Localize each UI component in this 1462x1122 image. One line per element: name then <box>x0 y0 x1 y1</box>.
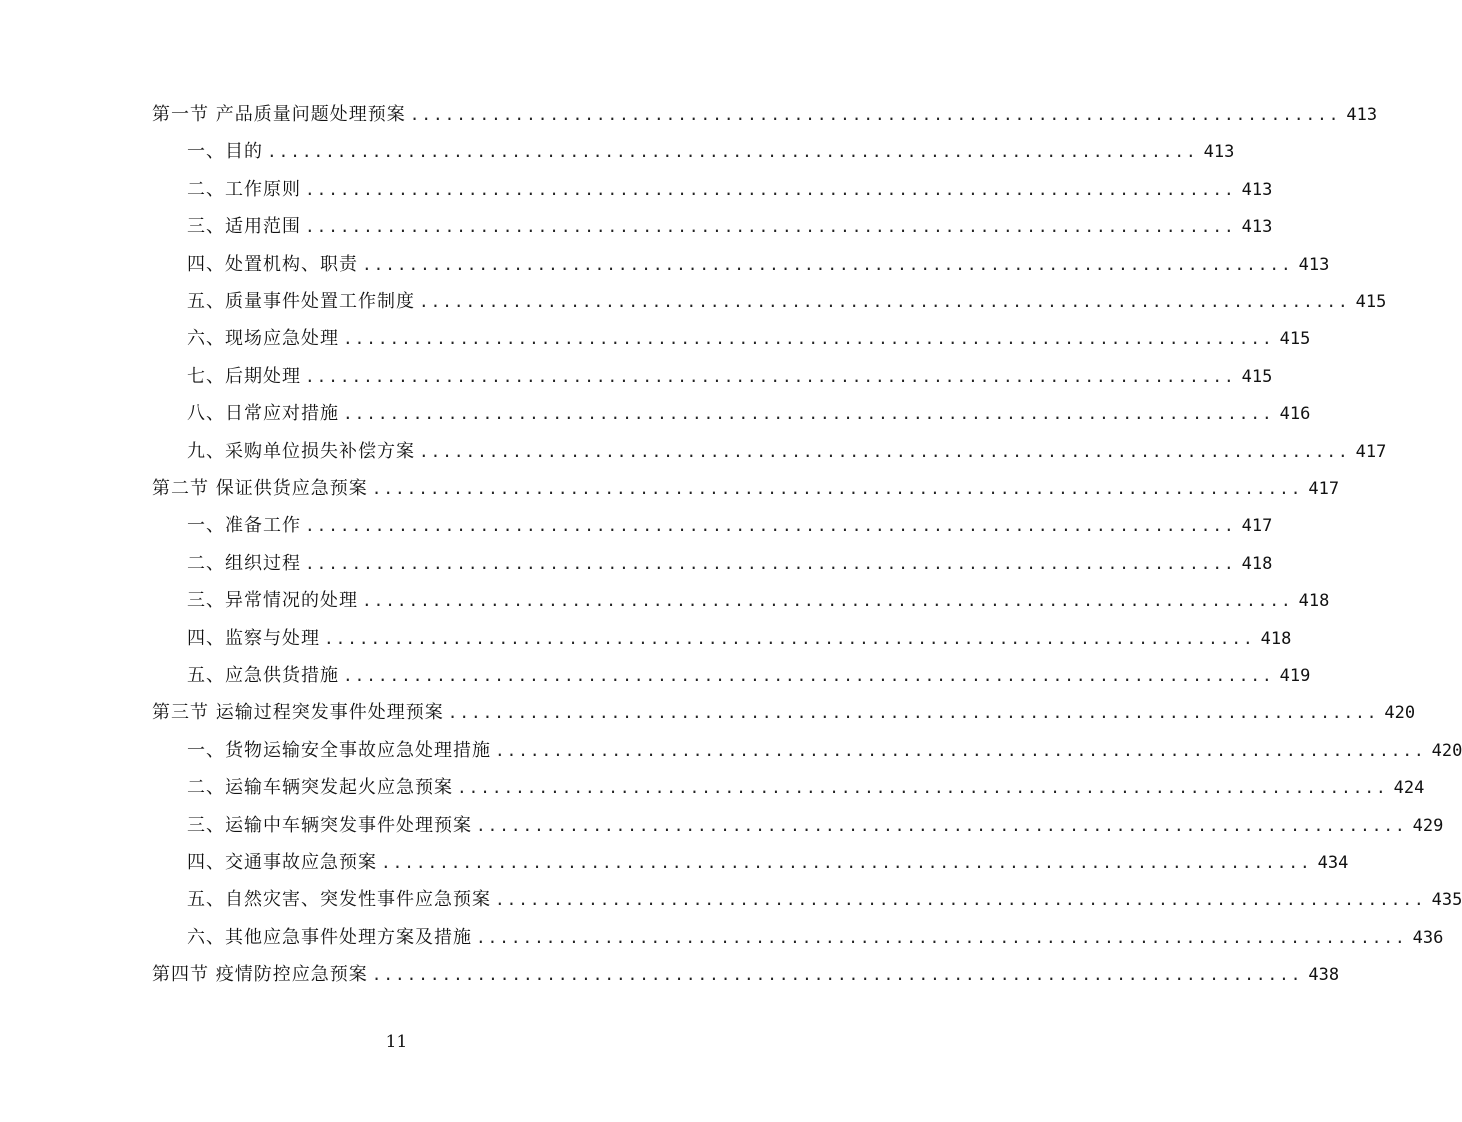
toc-entry-page: 413 <box>1298 254 1330 275</box>
toc-entry-label: 三、异常情况的处理 <box>187 590 358 612</box>
toc-subsection-entry[interactable] <box>187 736 1462 766</box>
toc-entry-page: 415 <box>1279 329 1311 350</box>
toc-entry-label: 三、运输中车辆突发事件处理预案 <box>187 814 472 836</box>
toc-entry-page: 419 <box>1279 666 1311 686</box>
toc-entry-page: 413 <box>1203 142 1235 163</box>
toc-entry-page: 417 <box>1241 516 1273 537</box>
toc-entry-page: 415 <box>1355 292 1387 312</box>
dot-leader: ................................................................................ <box>457 778 1388 798</box>
dot-leader: ................................................................................ <box>305 179 1236 199</box>
dot-leader: ................................................................................ <box>419 292 1350 311</box>
toc-section-entry[interactable] <box>152 474 1340 504</box>
dot-leader: ................................................................................ <box>305 217 1236 237</box>
page-number: 11 <box>385 1032 408 1052</box>
toc-subsection-entry[interactable] <box>187 848 1349 878</box>
dot-leader: ................................................................................ <box>495 740 1426 760</box>
toc-entry-page: 416 <box>1279 404 1311 425</box>
dot-leader: ................................................................................ <box>371 479 1303 498</box>
toc-subsection-entry[interactable] <box>187 549 1273 579</box>
toc-subsection-entry[interactable] <box>187 437 1387 467</box>
toc-entry-label: 五、自然灾害、突发性事件应急预案 <box>187 889 491 911</box>
dot-leader: ................................................................................ <box>362 254 1293 274</box>
dot-leader: ................................................................................ <box>267 142 1198 162</box>
toc-entry-label: 第四节 疫情防控应急预案 <box>152 964 368 986</box>
toc-entry-label: 第三节 运输过程突发事件处理预案 <box>152 702 444 724</box>
toc-entry-label: 九、采购单位损失补偿方案 <box>187 440 415 462</box>
toc-subsection-entry[interactable] <box>187 511 1273 541</box>
toc-subsection-entry[interactable] <box>187 250 1330 280</box>
toc-subsection-entry[interactable] <box>187 811 1444 841</box>
toc-entry-label: 六、现场应急处理 <box>187 328 339 350</box>
toc-entry-label: 第二节 保证供货应急预案 <box>152 478 368 499</box>
dot-leader: ................................................................................ <box>476 815 1407 835</box>
toc-entry-label: 一、目的 <box>187 141 263 163</box>
dot-leader: ................................................................................ <box>419 441 1350 461</box>
toc-entry-page: 413 <box>1346 105 1378 125</box>
toc-entry-label: 八、日常应对措施 <box>187 403 339 425</box>
toc-entry-label: 五、质量事件处置工作制度 <box>187 291 415 312</box>
dot-leader: ................................................................................ <box>343 404 1274 424</box>
toc-entry-page: 436 <box>1412 927 1444 948</box>
toc-entry-page: 418 <box>1298 591 1330 612</box>
dot-leader: ................................................................................ <box>495 890 1426 910</box>
toc-entry-page: 415 <box>1241 366 1273 387</box>
toc-entry-label: 四、处置机构、职责 <box>187 253 358 275</box>
toc-section-entry[interactable] <box>152 960 1340 990</box>
toc-entry-page: 417 <box>1308 479 1340 499</box>
toc-entry-page: 413 <box>1241 179 1273 200</box>
toc-entry-page: 438 <box>1308 965 1340 986</box>
toc-subsection-entry[interactable] <box>187 324 1311 354</box>
toc-entry-label: 三、适用范围 <box>187 216 301 238</box>
toc-entry-label: 一、货物运输安全事故应急处理措施 <box>187 739 491 761</box>
toc-entry-page: 418 <box>1241 553 1273 574</box>
toc-entry-page: 413 <box>1241 217 1273 238</box>
dot-leader: ................................................................................ <box>305 366 1236 386</box>
toc-entry-label: 第一节 产品质量问题处理预案 <box>152 104 406 125</box>
toc-entry-label: 七、后期处理 <box>187 365 301 387</box>
toc-subsection-entry[interactable] <box>187 923 1444 953</box>
toc-entry-label: 一、准备工作 <box>187 515 301 537</box>
toc-subsection-entry[interactable] <box>187 586 1330 616</box>
toc-entry-page: 429 <box>1412 815 1444 836</box>
toc-entry-page: 434 <box>1317 853 1349 873</box>
dot-leader: ................................................................................ <box>381 853 1312 872</box>
dot-leader: ................................................................................ <box>343 666 1274 685</box>
dot-leader: ................................................................................ <box>343 329 1274 349</box>
toc-subsection-entry[interactable] <box>187 287 1387 317</box>
dot-leader: ................................................................................ <box>305 553 1236 573</box>
toc-entry-label: 五、应急供货措施 <box>187 665 339 686</box>
toc-section-entry[interactable] <box>152 100 1378 130</box>
toc-subsection-entry[interactable] <box>187 885 1462 915</box>
toc-entry-page: 420 <box>1384 703 1416 724</box>
dot-leader: ................................................................................ <box>409 105 1341 124</box>
toc-entry-page: 418 <box>1260 628 1292 649</box>
dot-leader: ................................................................................ <box>371 965 1303 985</box>
toc-entry-label: 四、交通事故应急预案 <box>187 852 377 873</box>
toc-subsection-entry[interactable] <box>187 175 1273 205</box>
toc-subsection-entry[interactable] <box>187 773 1425 803</box>
dot-leader: ................................................................................ <box>476 927 1407 947</box>
dot-leader: ................................................................................ <box>305 516 1236 536</box>
toc-section-entry[interactable] <box>152 698 1416 728</box>
toc-subsection-entry[interactable] <box>187 137 1235 167</box>
toc-entry-page: 435 <box>1431 890 1462 911</box>
toc-subsection-entry[interactable] <box>187 362 1273 392</box>
toc-entry-label: 二、组织过程 <box>187 552 301 574</box>
toc-entry-page: 420 <box>1431 740 1462 761</box>
toc-entry-label: 二、工作原则 <box>187 178 301 200</box>
toc-entry-label: 二、运输车辆突发起火应急预案 <box>187 777 453 799</box>
dot-leader: ................................................................................ <box>447 703 1379 723</box>
toc-entry-page: 424 <box>1393 778 1425 799</box>
toc-subsection-entry[interactable] <box>187 399 1311 429</box>
toc-entry-label: 六、其他应急事件处理方案及措施 <box>187 926 472 948</box>
dot-leader: ................................................................................ <box>324 628 1255 648</box>
toc-subsection-entry[interactable] <box>187 661 1311 691</box>
toc-entry-label: 四、监察与处理 <box>187 627 320 649</box>
toc-entry-page: 417 <box>1355 441 1387 462</box>
dot-leader: ................................................................................ <box>362 591 1293 611</box>
toc-subsection-entry[interactable] <box>187 624 1292 654</box>
toc-subsection-entry[interactable] <box>187 212 1273 242</box>
